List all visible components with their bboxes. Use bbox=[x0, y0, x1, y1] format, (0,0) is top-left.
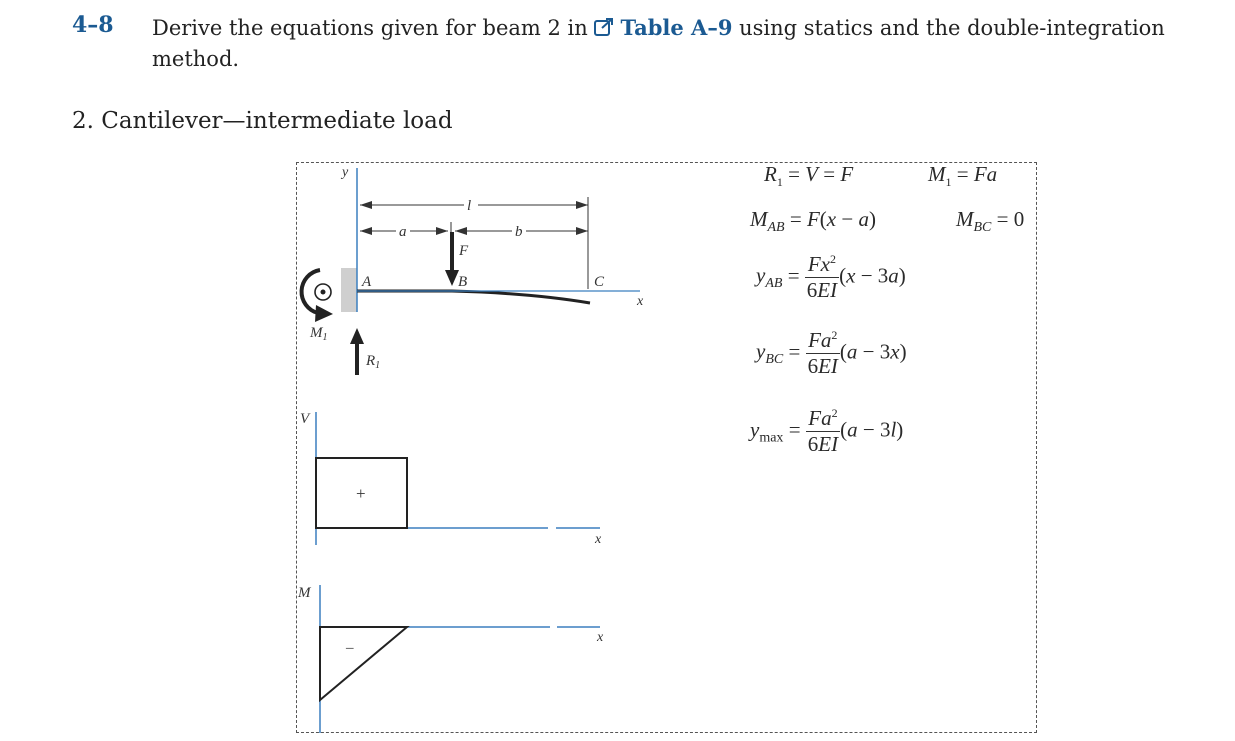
dim-b-arrow-left bbox=[455, 227, 467, 235]
label-point-c: C bbox=[594, 274, 605, 290]
label-x-shear: x bbox=[595, 532, 602, 547]
eq-r1: $R_1 = V = F$ bbox=[764, 162, 854, 190]
label-y: y bbox=[342, 165, 349, 180]
label-point-b: B bbox=[458, 274, 468, 290]
dim-b-arrow-right bbox=[576, 227, 588, 235]
label-m1: $M_1$ bbox=[310, 325, 328, 343]
force-f-arrowhead bbox=[445, 270, 459, 286]
eq-m1: $M_1 = Fa$ bbox=[928, 162, 998, 190]
label-r1: $R_1$ bbox=[366, 353, 381, 371]
dim-a-arrow-left bbox=[360, 227, 372, 235]
label-point-a: A bbox=[362, 274, 372, 290]
dim-l-arrow-right bbox=[576, 201, 588, 209]
dim-l-arrow-left bbox=[360, 201, 372, 209]
label-x-moment: x bbox=[597, 630, 604, 645]
label-m: M bbox=[298, 585, 311, 601]
moment-minus-sign: – bbox=[346, 640, 354, 656]
problem-text-after: using statics and the double-integration method. bbox=[152, 16, 1165, 71]
table-a9-link-label: Table A–9 bbox=[620, 15, 733, 40]
moment-triangle bbox=[320, 627, 407, 700]
dim-a-arrow-right bbox=[436, 227, 448, 235]
shear-plus-sign: + bbox=[356, 484, 366, 503]
section-title: 2. Cantilever—intermediate load bbox=[72, 108, 453, 134]
beam-deflected bbox=[357, 291, 590, 303]
label-l: l bbox=[467, 198, 472, 214]
eq-mab: $M_{AB} = F(x - a)$ bbox=[750, 207, 876, 236]
label-a: a bbox=[399, 224, 407, 240]
label-f: F bbox=[459, 243, 469, 259]
wall-support bbox=[341, 268, 357, 312]
label-v: V bbox=[300, 411, 310, 427]
eq-mbc: $M_{BC} = 0$ bbox=[956, 207, 1025, 236]
problem-number: 4–8 bbox=[72, 12, 114, 38]
eq-ybc: $y_{BC}$ = $\frac{Fa^2}{6EI}$ (a − 3x) bbox=[756, 328, 907, 378]
problem-text-before: Derive the equations given for beam 2 in bbox=[152, 16, 595, 40]
eq-yab: $y_{AB}$ = $\frac{Fx^2}{6EI}$ (x − 3a) bbox=[756, 252, 906, 302]
eq-ymax: $y_{max}$ = $\frac{Fa^2}{6EI}$ (a − 3l) bbox=[750, 406, 904, 456]
label-x-beam: x bbox=[637, 294, 644, 309]
label-b: b bbox=[515, 224, 523, 240]
